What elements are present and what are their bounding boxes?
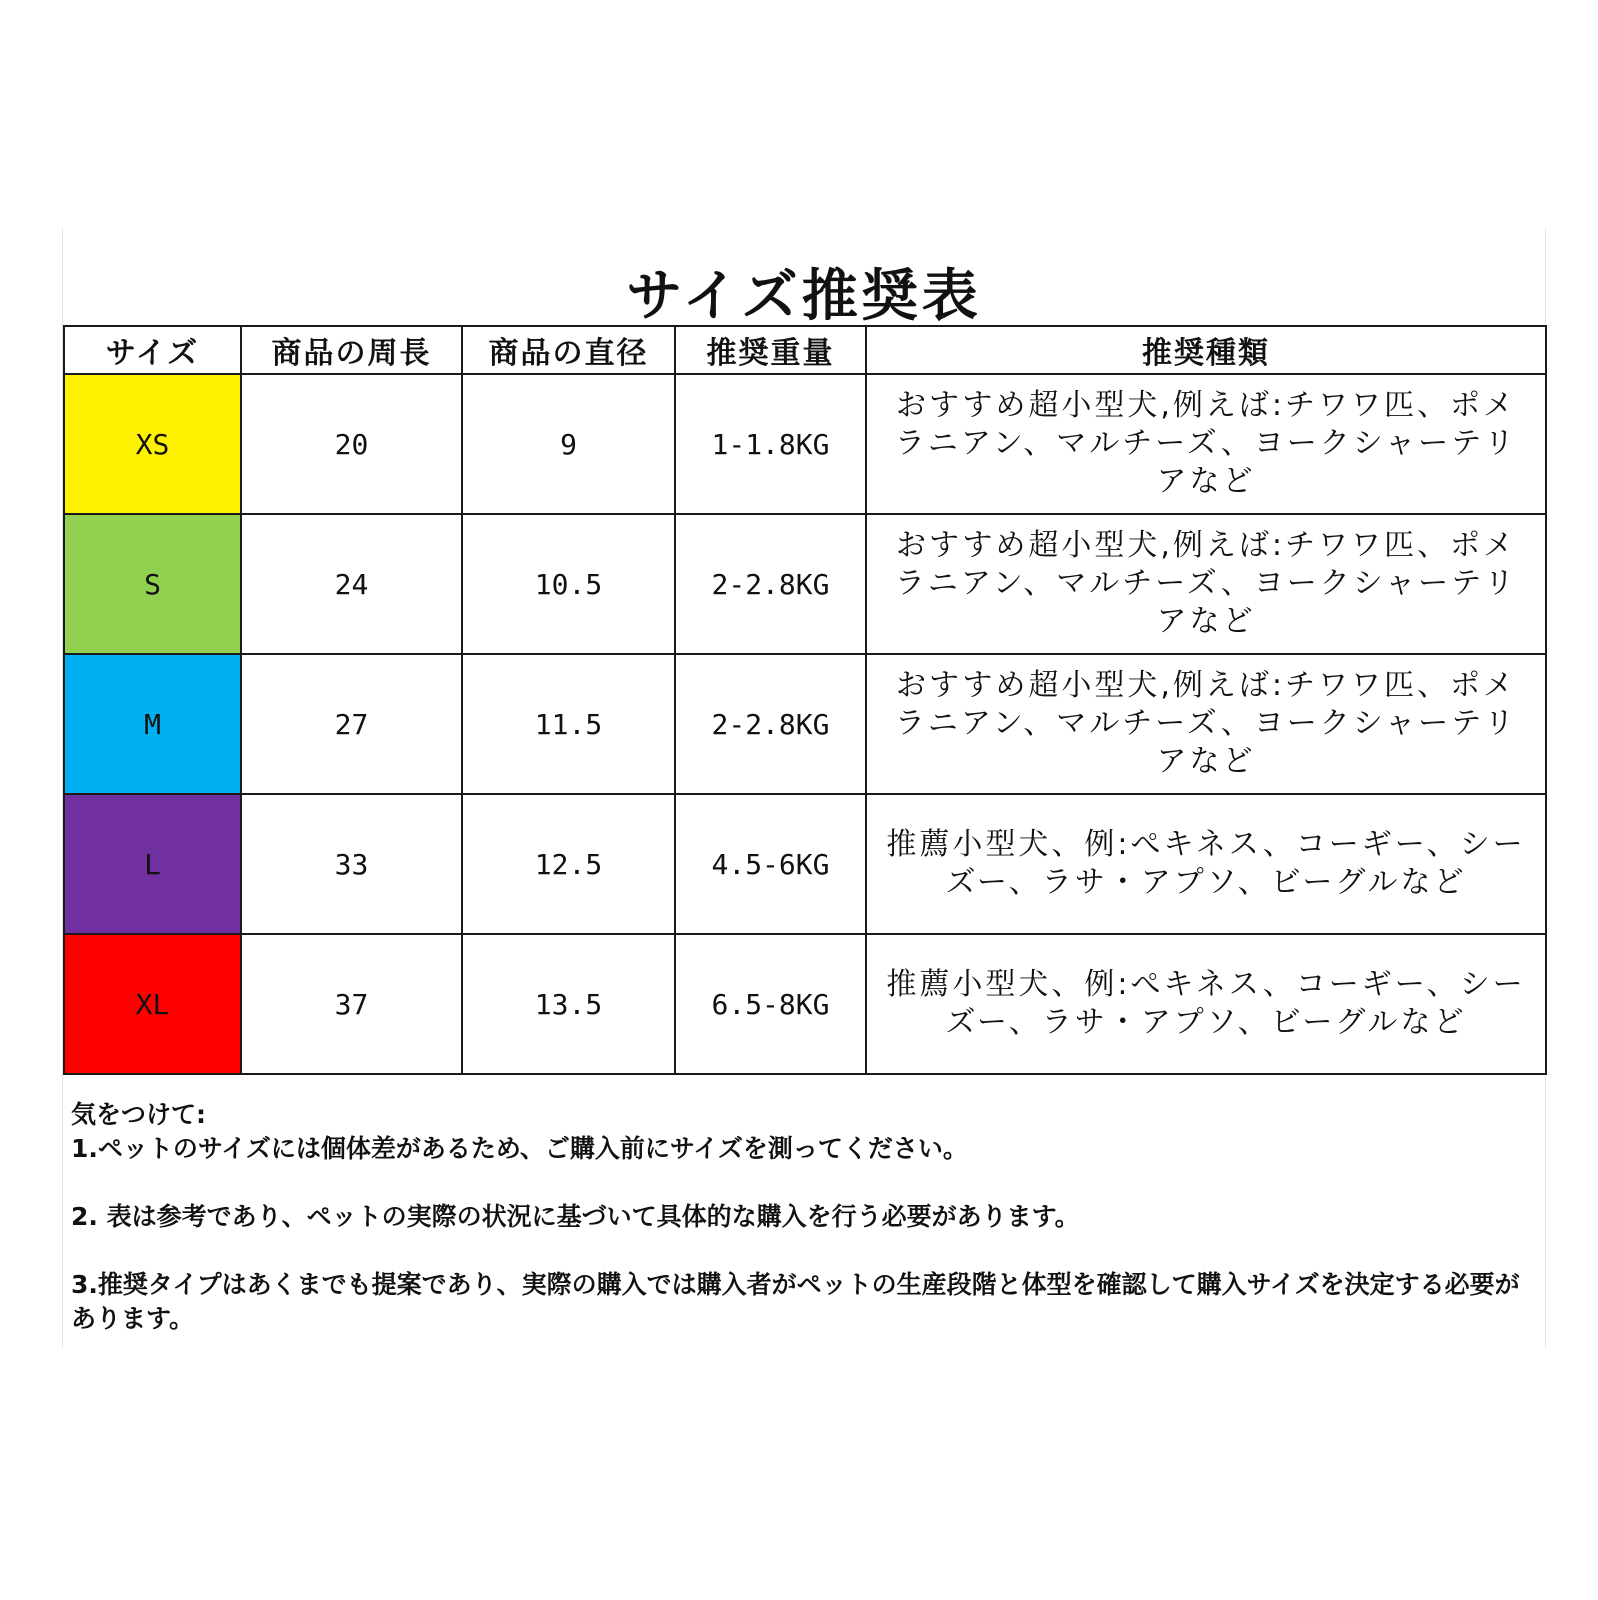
size-cell: XL — [64, 934, 241, 1074]
size-cell: M — [64, 654, 241, 794]
breeds-cell: おすすめ超小型犬,例えば:チワワ匹、ポメラニアン、マルチーズ、ヨークシャーテリアなど — [866, 374, 1546, 514]
note-item: 2. 表は参考であり、ペットの実際の状況に基づいて具体的な購入を行う必要があります。 — [71, 1202, 1080, 1231]
size-cell: L — [64, 794, 241, 934]
table-row — [64, 794, 1546, 934]
circumference-cell: 33 — [241, 794, 462, 934]
breeds-cell: おすすめ超小型犬,例えば:チワワ匹、ポメラニアン、マルチーズ、ヨークシャーテリアなど — [866, 514, 1546, 654]
circumference-cell: 24 — [241, 514, 462, 654]
size-cell: S — [64, 514, 241, 654]
circumference-cell: 37 — [241, 934, 462, 1074]
notes-heading: 気をつけて: — [71, 1100, 206, 1129]
circumference-cell: 20 — [241, 374, 462, 514]
breeds-cell: 推薦小型犬、例:ぺキネス、コーギー、シーズー、ラサ・アプソ、ビーグルなど — [866, 934, 1546, 1074]
table-row — [64, 514, 1546, 654]
notes-section — [71, 1098, 1541, 1336]
size-cell: XS — [64, 374, 241, 514]
diameter-cell: 10.5 — [462, 514, 675, 654]
table-row — [64, 934, 1546, 1074]
column-header-weight: 推奨重量 — [675, 326, 866, 374]
breeds-cell: おすすめ超小型犬,例えば:チワワ匹、ポメラニアン、マルチーズ、ヨークシャーテリアなど — [866, 654, 1546, 794]
column-header-size: サイズ — [64, 326, 241, 374]
diameter-cell: 12.5 — [462, 794, 675, 934]
weight-cell: 2-2.8KG — [675, 654, 866, 794]
diameter-cell: 11.5 — [462, 654, 675, 794]
note-item: 1.ペットのサイズには個体差があるため、ご購入前にサイズを測ってください。 — [71, 1134, 968, 1163]
table-row — [64, 654, 1546, 794]
circumference-cell: 27 — [241, 654, 462, 794]
breeds-cell: 推薦小型犬、例:ぺキネス、コーギー、シーズー、ラサ・アプソ、ビーグルなど — [866, 794, 1546, 934]
size-table — [63, 325, 1547, 1075]
column-header-diameter: 商品の直径 — [462, 326, 675, 374]
note-item: 3.推奨タイプはあくまでも提案であり、実際の購入では購入者がペットの生産段階と体型を確認して購入サイズを決定する必要があります。 — [71, 1270, 1520, 1333]
table-row — [64, 374, 1546, 514]
weight-cell: 6.5-8KG — [675, 934, 866, 1074]
table-header-row — [64, 326, 1546, 374]
diameter-cell: 9 — [462, 374, 675, 514]
column-header-breeds: 推奨種類 — [866, 326, 1546, 374]
page-title: サイズ推奨表 — [626, 263, 982, 329]
weight-cell: 4.5-6KG — [675, 794, 866, 934]
weight-cell: 2-2.8KG — [675, 514, 866, 654]
diameter-cell: 13.5 — [462, 934, 675, 1074]
column-header-circumference: 商品の周長 — [241, 326, 462, 374]
size-chart-sheet — [62, 228, 1546, 1348]
weight-cell: 1-1.8KG — [675, 374, 866, 514]
